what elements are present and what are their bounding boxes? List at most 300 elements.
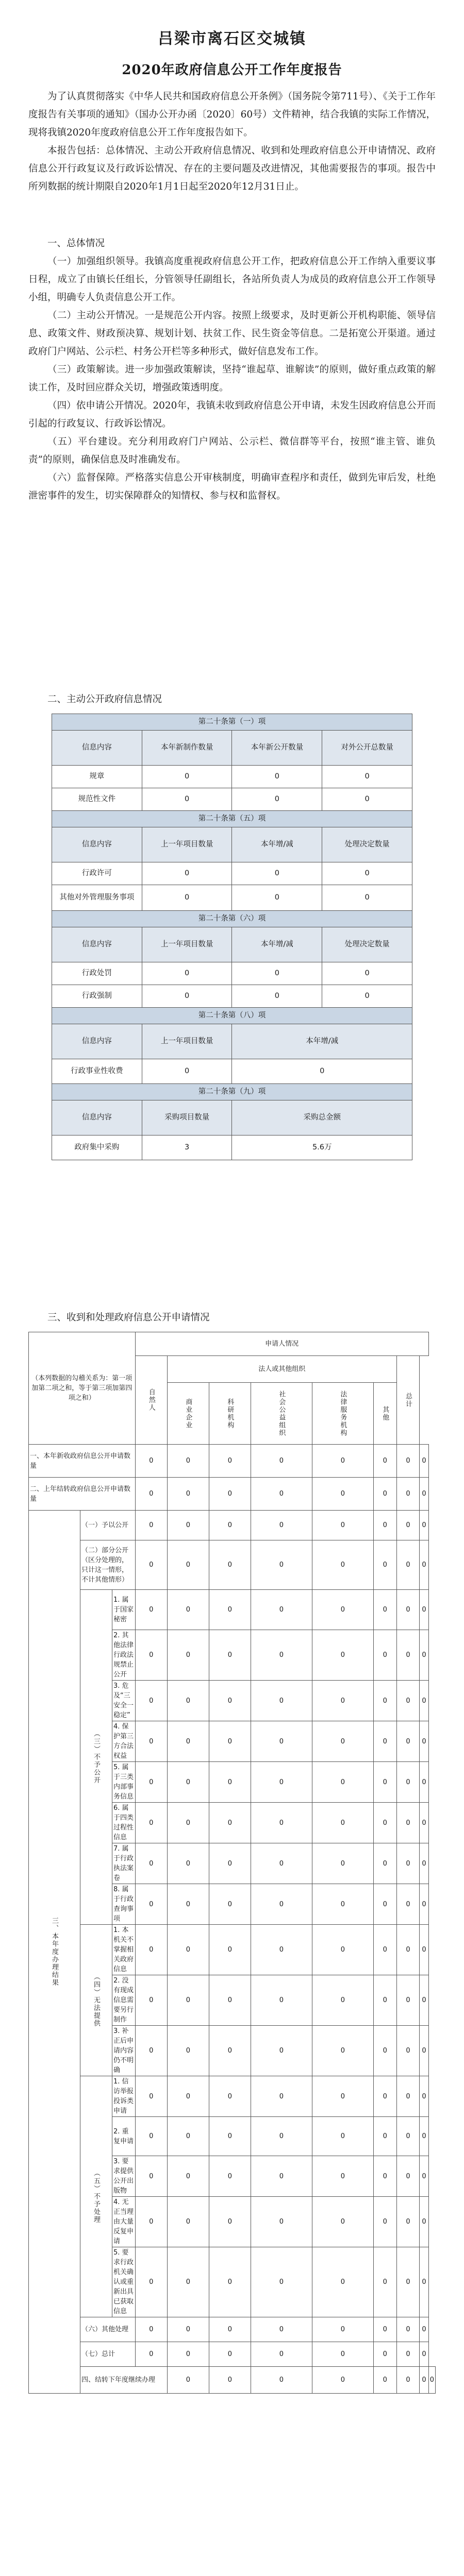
table-header-cell: 处理决定数量 (322, 827, 412, 862)
value-cell: 0 (396, 1721, 420, 1762)
value-cell: 0 (167, 1511, 209, 1540)
table-cell: 0 (232, 862, 322, 885)
table-cell: 行政事业性收费 (52, 1059, 142, 1084)
table-cell: 0 (142, 862, 232, 885)
value-cell: 0 (312, 1884, 373, 1925)
value-cell: 0 (135, 1681, 167, 1721)
row-label: 5. 要求行政机关确认或重新出具已获取信息 (112, 2247, 136, 2317)
value-cell: 0 (209, 2156, 251, 2197)
value-cell: 0 (396, 2156, 420, 2197)
table-cell: 0 (232, 962, 322, 985)
proactive-disclosure-table (52, 714, 412, 1160)
value-cell: 0 (135, 1884, 167, 1925)
value-cell: 0 (396, 1884, 420, 1925)
value-cell: 0 (167, 1762, 209, 1803)
row-label: （一）予以公开 (80, 1511, 136, 1540)
value-cell: 0 (396, 1681, 420, 1721)
row-label: （二）部分公开（区分处理的，只计这一情形，不计其他情形） (80, 1540, 136, 1590)
value-cell: 0 (312, 1511, 373, 1540)
value-cell: 0 (251, 1681, 312, 1721)
value-cell: 0 (396, 2076, 420, 2117)
value-cell: 0 (251, 1884, 312, 1925)
section-2-heading-wrap (28, 690, 436, 708)
value-cell: 0 (135, 1445, 167, 1478)
value-cell: 0 (312, 1681, 373, 1721)
table-row (52, 1059, 412, 1084)
value-cell: 0 (209, 1721, 251, 1762)
value-cell: 0 (312, 1803, 373, 1843)
value-cell: 0 (396, 2247, 420, 2317)
value-cell: 0 (251, 1762, 312, 1803)
total-header: 总计 (396, 1356, 420, 1445)
table-cell: 0 (322, 885, 412, 911)
value-cell: 0 (396, 2317, 420, 2342)
table-cell: 0 (322, 962, 412, 985)
table-group-title: 第二十条第（九）项 (52, 1084, 412, 1100)
value-cell: 0 (135, 2317, 167, 2342)
table-cell: 行政许可 (52, 862, 142, 885)
value-cell: 0 (428, 2367, 435, 2394)
value-cell: 0 (312, 2197, 373, 2247)
value-cell: 0 (373, 1884, 396, 1925)
table-row (52, 1136, 412, 1160)
value-cell: 0 (167, 1681, 209, 1721)
value-cell: 0 (420, 1445, 428, 1478)
overview-paragraph: （五）平台建设。充分利用政府门户网站、公示栏、微信群等平台，按照“谁主管、谁负责”的原则，确保信息及时准确发布。 (28, 436, 436, 465)
value-cell: 0 (373, 2026, 396, 2076)
value-cell: 0 (420, 1975, 428, 2026)
value-cell: 0 (251, 1540, 312, 1590)
value-cell: 0 (312, 1762, 373, 1803)
table-header-cell: 信息内容 (52, 927, 142, 962)
value-cell: 0 (396, 1540, 420, 1590)
value-cell: 0 (251, 1843, 312, 1884)
row-label: 4. 保护第三方合法权益 (112, 1721, 136, 1762)
row-subgroup-label: （三）不予公开 (80, 1590, 112, 1925)
value-cell: 0 (251, 1721, 312, 1762)
value-cell: 0 (167, 1630, 209, 1681)
value-cell: 0 (251, 2076, 312, 2117)
overview-paragraph: （六）监督保障。严格落实信息公开审核制度，明确审查程序和责任，做到先审后发，杜绝泄密事件的发生，切实保障群众的知情权、参与权和监督权。 (28, 472, 436, 501)
value-cell: 0 (135, 1540, 167, 1590)
application-handling-table (28, 1332, 436, 2394)
table-group-title: 第二十条第（八）项 (52, 1008, 412, 1024)
value-cell: 0 (209, 1478, 251, 1511)
row-label: （六）其他处理 (80, 2317, 136, 2342)
value-cell: 0 (167, 1884, 209, 1925)
value-cell: 0 (209, 1975, 251, 2026)
table-header-cell: 本年新制作数量 (142, 731, 232, 766)
table-cell: 政府集中采购 (52, 1136, 142, 1160)
table-corner-note: （本列数据的勾稽关系为：第一项加第二项之和，等于第三项加第四项之和） (29, 1332, 136, 1445)
intro-paragraph-1: 为了认真贯彻落实《中华人民共和国政府信息公开条例》（国务院令第711号）、《关于工作年度报告有关事项的通知》（国办公开办函〔2020〕60号）文件精神，结合我镇的实际工作情况，现将我镇2020年度政府信息公开工作年度报告如下。 (28, 91, 436, 138)
row-label: 3. 危及“三安全一稳定” (112, 1681, 136, 1721)
table-cell: 0 (322, 766, 412, 788)
value-cell: 0 (312, 1975, 373, 2026)
value-cell: 0 (167, 2197, 209, 2247)
value-cell: 0 (209, 1884, 251, 1925)
row-label: （七）总计 (80, 2342, 136, 2367)
value-cell: 0 (251, 2367, 312, 2394)
table-cell: 行政处罚 (52, 962, 142, 985)
table-header-cell: 信息内容 (52, 827, 142, 862)
table-header-cell: 对外公开总数量 (322, 731, 412, 766)
legal-entity-header: 法人或其他组织 (167, 1356, 396, 1383)
table-group-title: 第二十条第（一）项 (52, 714, 412, 731)
value-cell: 0 (312, 1590, 373, 1630)
value-cell: 0 (167, 1540, 209, 1590)
value-cell: 0 (251, 2156, 312, 2197)
row-subgroup-label: （五）不予处理 (80, 2076, 112, 2317)
applicant-header: 申请人情况 (135, 1332, 428, 1356)
value-cell: 0 (420, 1478, 428, 1511)
value-cell: 0 (312, 1540, 373, 1590)
table-header-cell: 上一年项目数量 (142, 827, 232, 862)
value-cell: 0 (135, 2197, 167, 2247)
value-cell: 0 (135, 1843, 167, 1884)
value-cell: 0 (420, 1843, 428, 1884)
value-cell: 0 (167, 1803, 209, 1843)
value-cell: 0 (209, 2367, 251, 2394)
value-cell: 0 (209, 1681, 251, 1721)
value-cell: 0 (167, 2026, 209, 2076)
value-cell: 0 (373, 2197, 396, 2247)
value-cell: 0 (420, 1721, 428, 1762)
value-cell: 0 (209, 1803, 251, 1843)
value-cell: 0 (167, 2367, 209, 2394)
table-cell: 规章 (52, 766, 142, 788)
value-cell: 0 (209, 1511, 251, 1540)
overview-paragraph: （四）依申请公开情况。2020年，我镇未收到政府信息公开申请，未发生因政府信息公开而引起的行政复议、行政诉讼情况。 (28, 400, 436, 429)
value-cell: 0 (251, 1445, 312, 1478)
table-cell: 0 (142, 788, 232, 811)
value-cell: 0 (135, 2026, 167, 2076)
legal-sub-header: 法律服务机构 (312, 1383, 373, 1445)
report-title: 吕梁市离石区交城镇 (158, 30, 306, 48)
value-cell: 0 (251, 1925, 312, 1975)
value-cell: 0 (135, 1975, 167, 2026)
value-cell: 0 (373, 1445, 396, 1478)
value-cell: 0 (312, 2156, 373, 2197)
value-cell: 0 (373, 1721, 396, 1762)
table-header-cell: 信息内容 (52, 1100, 142, 1136)
table-header-cell: 信息内容 (52, 731, 142, 766)
row-label: 3. 要求提供公开出版物 (112, 2156, 136, 2197)
table-row (52, 766, 412, 788)
value-cell: 0 (420, 2156, 428, 2197)
value-cell: 0 (135, 2076, 167, 2117)
value-cell: 0 (373, 1511, 396, 1540)
value-cell: 0 (373, 2156, 396, 2197)
value-cell: 0 (135, 2247, 167, 2317)
row-label: 四、结转下年度继续办理 (80, 2367, 168, 2394)
value-cell: 0 (312, 2117, 373, 2156)
value-cell: 0 (312, 1630, 373, 1681)
legal-sub-header: 其他 (373, 1383, 396, 1445)
value-cell: 0 (420, 1540, 428, 1590)
table-cell: 0 (232, 766, 322, 788)
value-cell: 0 (420, 2342, 428, 2367)
section-heading: 二、主动公开政府信息情况 (47, 694, 162, 705)
value-cell: 0 (209, 1445, 251, 1478)
value-cell: 0 (135, 1721, 167, 1762)
row-label: 1. 本机关不掌握相关政府信息 (112, 1925, 136, 1975)
table-header-cell: 处理决定数量 (322, 927, 412, 962)
value-cell: 0 (373, 1540, 396, 1590)
value-cell: 0 (312, 1478, 373, 1511)
value-cell: 0 (167, 1975, 209, 2026)
value-cell: 0 (373, 1590, 396, 1630)
value-cell: 0 (373, 2117, 396, 2156)
value-cell: 0 (373, 2247, 396, 2317)
value-cell: 0 (251, 1478, 312, 1511)
table-group-title: 第二十条第（五）项 (52, 811, 412, 827)
table-cell: 0 (322, 985, 412, 1008)
value-cell: 0 (312, 2026, 373, 2076)
value-cell: 0 (135, 1925, 167, 1975)
value-cell: 0 (209, 1762, 251, 1803)
value-cell: 0 (135, 1762, 167, 1803)
table-row (52, 885, 412, 911)
value-cell: 0 (420, 1884, 428, 1925)
value-cell: 0 (167, 2317, 209, 2342)
value-cell: 0 (135, 1630, 167, 1681)
value-cell: 0 (135, 2342, 167, 2367)
value-cell: 0 (396, 1803, 420, 1843)
value-cell: 0 (312, 2247, 373, 2317)
legal-sub-header: 社会公益组织 (251, 1383, 312, 1445)
intro-block (28, 88, 436, 196)
value-cell: 0 (396, 1590, 420, 1630)
value-cell: 0 (420, 2367, 428, 2394)
value-cell: 0 (396, 1478, 420, 1511)
table-cell: 0 (142, 962, 232, 985)
value-cell: 0 (420, 2026, 428, 2076)
intro-paragraph-2: 本报告包括：总体情况、主动公开政府信息情况、收到和处理政府信息公开申请情况、政府信息公开行政复议及行政诉讼情况、存在的主要问题及改进情况，其他需要报告的事项。报告中所列数据的统计期限自2020年1月1日起至2020年12月31日止。 (28, 145, 436, 192)
table-cell: 行政强制 (52, 985, 142, 1008)
value-cell: 0 (209, 1925, 251, 1975)
value-cell: 0 (396, 2117, 420, 2156)
value-cell: 0 (251, 2197, 312, 2247)
value-cell: 0 (312, 1925, 373, 1975)
value-cell: 0 (167, 1478, 209, 1511)
section-overview (28, 234, 436, 505)
value-cell: 0 (312, 2367, 373, 2394)
value-cell: 0 (420, 1511, 428, 1540)
value-cell: 0 (312, 2076, 373, 2117)
value-cell: 0 (396, 1975, 420, 2026)
value-cell: 0 (209, 2026, 251, 2076)
table-group-title: 第二十条第（六）项 (52, 911, 412, 927)
table-row (52, 788, 412, 811)
value-cell: 0 (209, 2247, 251, 2317)
value-cell: 0 (396, 1445, 420, 1478)
value-cell: 0 (396, 1925, 420, 1975)
row-label: 一、本年新收政府信息公开申请数量 (29, 1445, 136, 1478)
value-cell: 0 (135, 2117, 167, 2156)
legal-sub-header: 商业企业 (167, 1383, 209, 1445)
row-label: 7. 属于行政执法案卷 (112, 1843, 136, 1884)
value-cell: 0 (251, 1590, 312, 1630)
value-cell: 0 (373, 1843, 396, 1884)
value-cell: 0 (396, 2367, 420, 2394)
value-cell: 0 (251, 1975, 312, 2026)
value-cell: 0 (373, 1925, 396, 1975)
table-cell: 3 (142, 1136, 232, 1160)
overview-paragraph: （一）加强组织领导。我镇高度重视政府信息公开工作，把政府信息公开工作纳入重要议事日程，成立了由镇长任组长，分管领导任副组长，各站所负责人为成员的政府信息公开工作领导小组，明确专人负责信息公开工作。 (28, 256, 436, 303)
table-cell: 其他对外管理服务事项 (52, 885, 142, 911)
row-label: 8. 属于行政查询事项 (112, 1884, 136, 1925)
value-cell: 0 (167, 1590, 209, 1630)
table-cell: 0 (232, 885, 322, 911)
overview-paragraph: （二）主动公开情况。一是规范公开内容。按照上级要求，及时更新公开机构职能、领导信息、政策文件、财政预决算、规划计划、扶贫工作、民生资金等信息。二是拓宽公开渠道。通过政府门户网站、公示栏、村务公开栏等多种形式，做好信息发布工作。 (28, 310, 436, 357)
overview-paragraph: （三）政策解读。进一步加强政策解读，坚持“谁起草、谁解读”的原则，做好重点政策的解读工作，及时回应群众关切，增强政策透明度。 (28, 364, 436, 393)
table-cell: 5.6万 (232, 1136, 412, 1160)
value-cell: 0 (167, 1925, 209, 1975)
value-cell: 0 (209, 1630, 251, 1681)
value-cell: 0 (209, 2317, 251, 2342)
natural-person-header: 自然人 (135, 1356, 167, 1445)
value-cell: 0 (251, 1511, 312, 1540)
value-cell: 0 (135, 1803, 167, 1843)
value-cell: 0 (420, 1803, 428, 1843)
value-cell: 0 (396, 2197, 420, 2247)
value-cell: 0 (373, 1803, 396, 1843)
value-cell: 0 (420, 1630, 428, 1681)
value-cell: 0 (373, 1975, 396, 2026)
value-cell: 0 (251, 2247, 312, 2317)
value-cell: 0 (135, 1590, 167, 1630)
value-cell: 0 (135, 1478, 167, 1511)
section-heading: 三、收到和处理政府信息公开申请情况 (47, 1312, 210, 1323)
report-subtitle: 2020年政府信息公开工作年度报告 (122, 62, 342, 78)
value-cell: 0 (373, 1478, 396, 1511)
row-label: 3. 补正后申请内容仍不明确 (112, 2026, 136, 2076)
row-label: 2. 没有现成信息需要另行制作 (112, 1975, 136, 2026)
value-cell: 0 (209, 2076, 251, 2117)
value-cell: 0 (420, 1925, 428, 1975)
table-row (52, 862, 412, 885)
table-header-cell: 信息内容 (52, 1024, 142, 1059)
value-cell: 0 (312, 2342, 373, 2367)
value-cell: 0 (251, 1630, 312, 1681)
table-header-cell: 本年新公开数量 (232, 731, 322, 766)
value-cell: 0 (420, 2247, 428, 2317)
value-cell: 0 (420, 2197, 428, 2247)
table-header-cell: 本年增/减 (232, 1024, 412, 1059)
value-cell: 0 (373, 1681, 396, 1721)
value-cell: 0 (167, 2117, 209, 2156)
value-cell: 0 (167, 2156, 209, 2197)
row-group-label: 三、本年度办理结果 (29, 1511, 80, 2394)
section-3-heading-wrap (28, 1309, 436, 1327)
value-cell: 0 (373, 1762, 396, 1803)
table-header-cell: 本年增/减 (232, 927, 322, 962)
table-header-cell: 采购总金额 (232, 1100, 412, 1136)
table-row (52, 985, 412, 1008)
row-label: 二、上年结转政府信息公开申请数量 (29, 1478, 136, 1511)
row-label: 5. 属于三类内部事务信息 (112, 1762, 136, 1803)
value-cell: 0 (373, 2342, 396, 2367)
value-cell: 0 (396, 2342, 420, 2367)
value-cell: 0 (167, 2342, 209, 2367)
value-cell: 0 (135, 2156, 167, 2197)
value-cell: 0 (396, 1762, 420, 1803)
value-cell: 0 (167, 1445, 209, 1478)
value-cell: 0 (209, 1843, 251, 1884)
value-cell: 0 (396, 2026, 420, 2076)
table-cell: 0 (142, 1059, 232, 1084)
row-label: 2. 重复申请 (112, 2117, 136, 2156)
value-cell: 0 (251, 1803, 312, 1843)
table-header-cell: 上一年项目数量 (142, 1024, 232, 1059)
value-cell: 0 (373, 2367, 396, 2394)
legal-sub-header: 科研机构 (209, 1383, 251, 1445)
value-cell: 0 (167, 1843, 209, 1884)
value-cell: 0 (420, 2117, 428, 2156)
value-cell: 0 (251, 2317, 312, 2342)
value-cell: 0 (135, 1511, 167, 1540)
table-header-cell: 上一年项目数量 (142, 927, 232, 962)
value-cell: 0 (312, 1843, 373, 1884)
value-cell: 0 (251, 2117, 312, 2156)
table-cell: 0 (142, 766, 232, 788)
row-label: 1. 信访举报投诉类申请 (112, 2076, 136, 2117)
row-label: 6. 属于四类过程性信息 (112, 1803, 136, 1843)
row-subgroup-label: （四）无法提供 (80, 1925, 112, 2076)
value-cell: 0 (396, 1511, 420, 1540)
value-cell: 0 (312, 1721, 373, 1762)
value-cell: 0 (420, 1681, 428, 1721)
table-header-cell: 采购项目数量 (142, 1100, 232, 1136)
value-cell: 0 (209, 2117, 251, 2156)
value-cell: 0 (167, 2247, 209, 2317)
value-cell: 0 (420, 2076, 428, 2117)
table-cell: 0 (322, 788, 412, 811)
value-cell: 0 (167, 2076, 209, 2117)
value-cell: 0 (396, 1630, 420, 1681)
table-header-cell: 本年增/减 (232, 827, 322, 862)
row-label: 4. 无正当理由大量反复申请 (112, 2197, 136, 2247)
value-cell: 0 (373, 2076, 396, 2117)
section-heading: 一、总体情况 (47, 238, 105, 249)
table-cell: 0 (232, 788, 322, 811)
value-cell: 0 (420, 2317, 428, 2342)
value-cell: 0 (420, 1590, 428, 1630)
value-cell: 0 (373, 1630, 396, 1681)
value-cell: 0 (251, 2342, 312, 2367)
value-cell: 0 (312, 1445, 373, 1478)
table-cell: 0 (142, 885, 232, 911)
table-cell: 0 (232, 1059, 412, 1084)
value-cell: 0 (209, 1590, 251, 1630)
table-cell: 0 (232, 985, 322, 1008)
value-cell: 0 (373, 2317, 396, 2342)
row-label: 1. 属于国家秘密 (112, 1590, 136, 1630)
table-cell: 0 (142, 985, 232, 1008)
application-table-body (29, 1332, 436, 2394)
value-cell: 0 (396, 1843, 420, 1884)
value-cell: 0 (167, 1721, 209, 1762)
value-cell: 0 (209, 2197, 251, 2247)
value-cell: 0 (209, 2342, 251, 2367)
table-cell: 0 (322, 862, 412, 885)
table-cell: 规范性文件 (52, 788, 142, 811)
value-cell: 0 (209, 1540, 251, 1590)
table-row (52, 962, 412, 985)
value-cell: 0 (251, 2026, 312, 2076)
row-label: 2. 其他法律行政法规禁止公开 (112, 1630, 136, 1681)
